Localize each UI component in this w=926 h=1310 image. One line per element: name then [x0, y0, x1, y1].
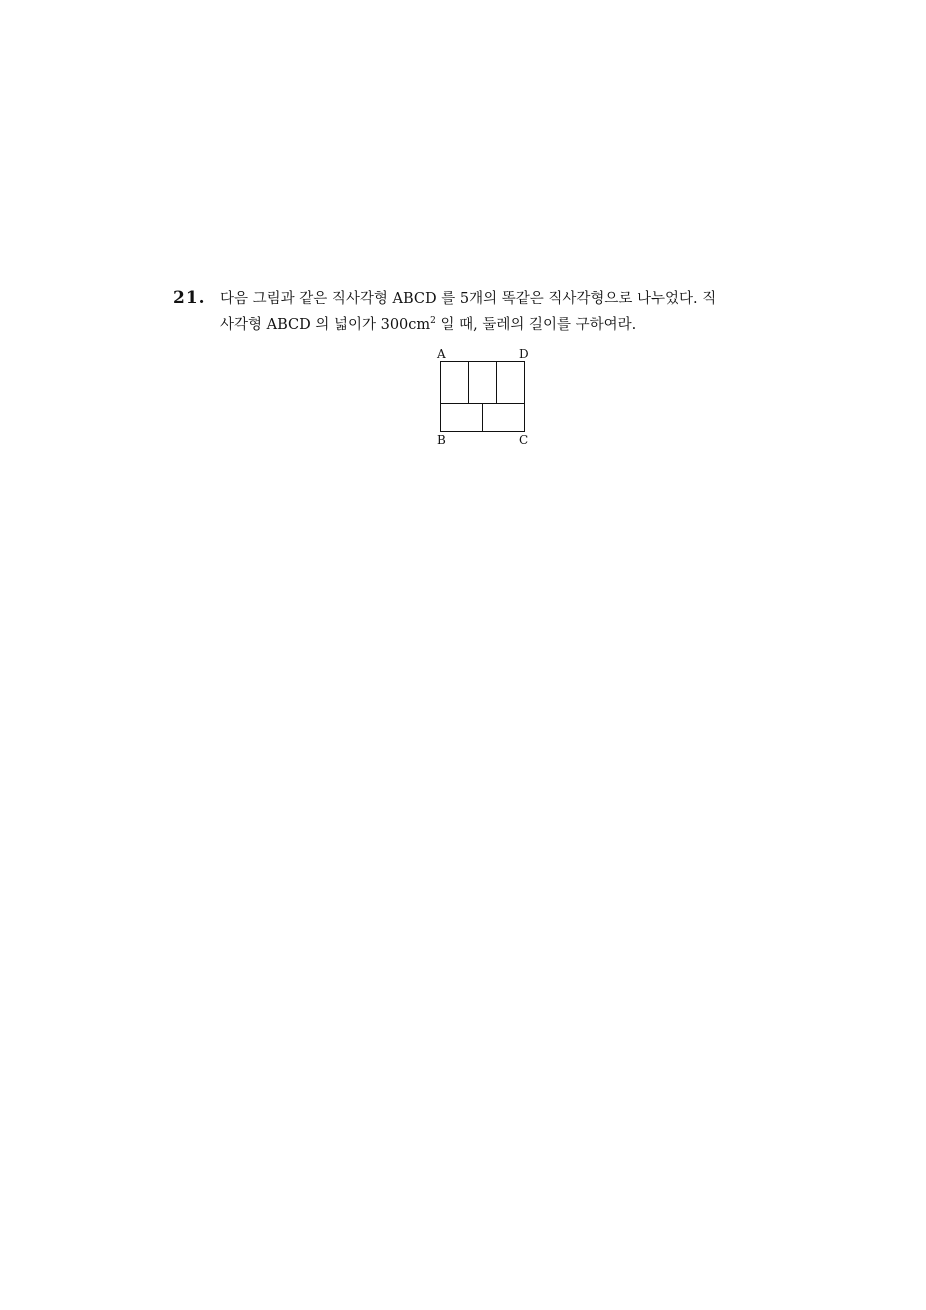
problem-statement — [220, 286, 760, 338]
rectangle-diagram — [430, 344, 540, 448]
vertex-label-b: B — [437, 433, 446, 447]
vertex-label-a: A — [437, 347, 446, 361]
area-unit-exponent: 2 — [430, 316, 436, 326]
problem-line-1: 다음 그림과 같은 직사각형 ABCD 를 5개의 똑같은 직사각형으로 나누었다. 직 — [220, 291, 717, 307]
vertex-label-d: D — [519, 347, 529, 361]
problem-line-2-tail: 일 때, 둘레의 길이를 구하여라. — [435, 317, 637, 333]
problem-number: 21. — [173, 288, 206, 308]
rectangle-figure — [430, 344, 540, 448]
vertex-label-c: C — [519, 433, 529, 447]
problem-line-2 — [220, 312, 760, 338]
problem-line-2-text: 사각형 ABCD 의 넓이가 300cm — [220, 317, 431, 333]
